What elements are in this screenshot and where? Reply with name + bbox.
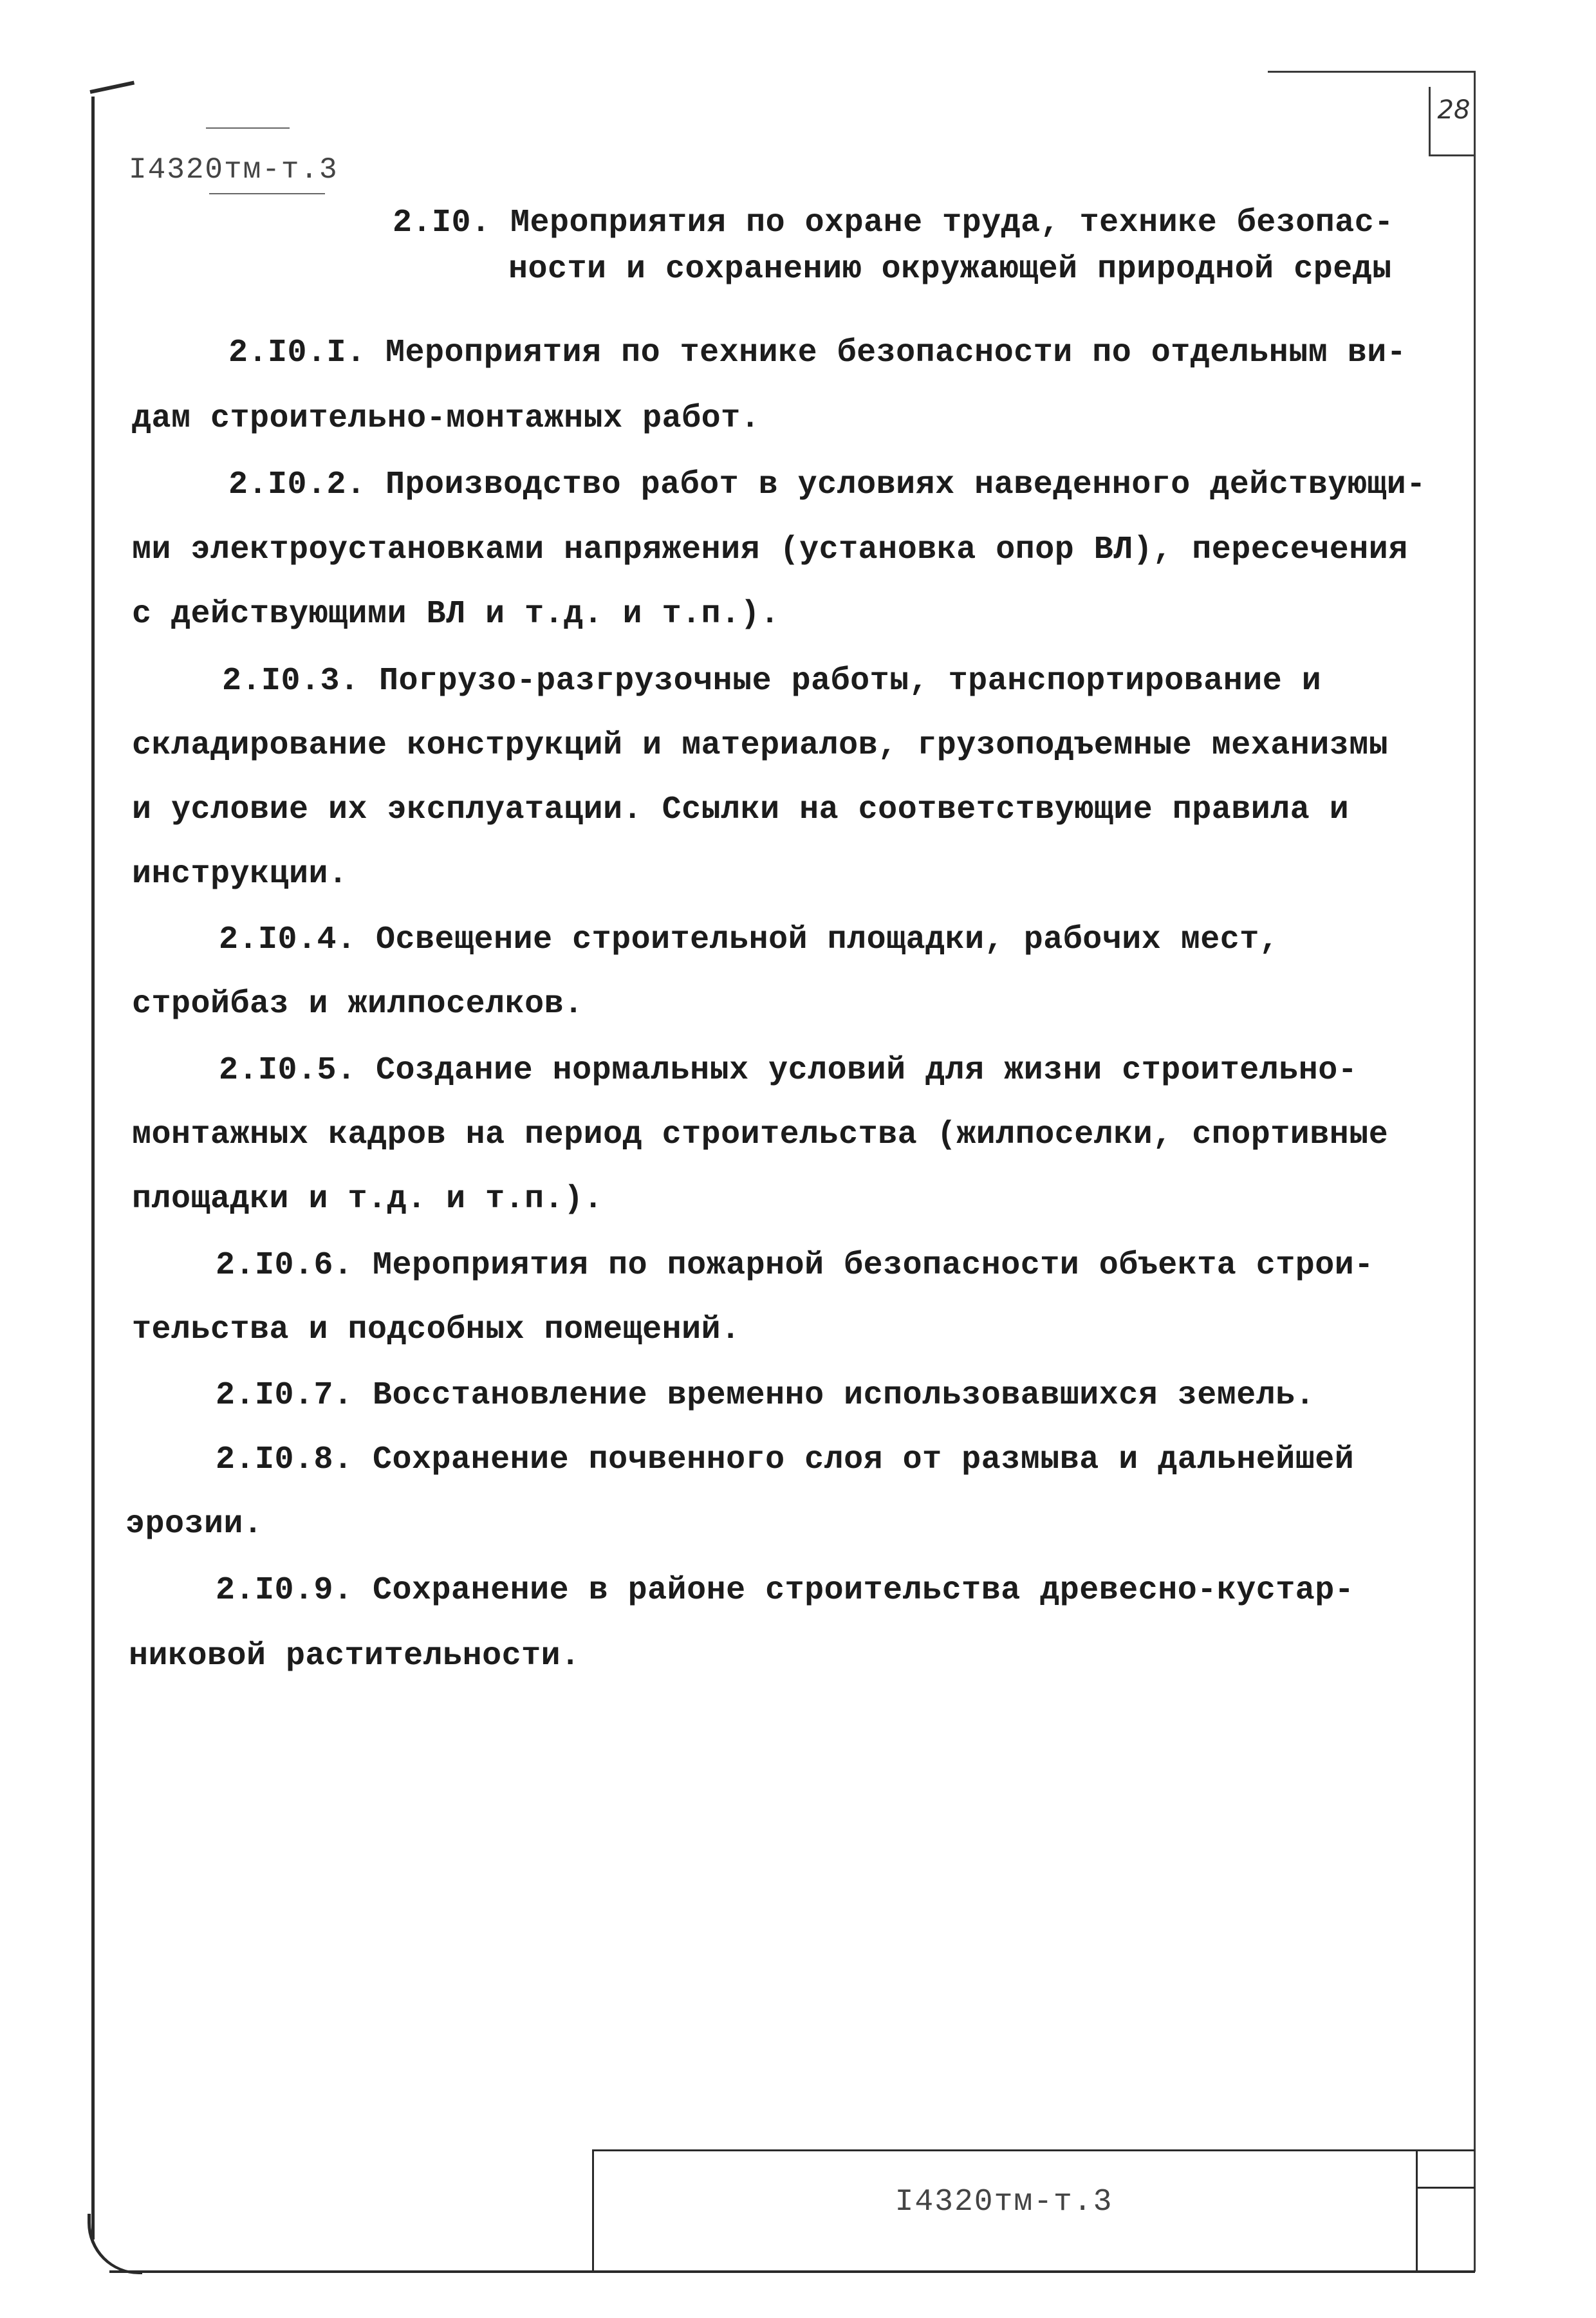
code-underline	[209, 193, 325, 194]
body-line: с действующими ВЛ и т.д. и т.п.).	[132, 596, 780, 633]
code-overline	[206, 127, 290, 129]
title-block-divider	[1416, 2149, 1418, 2272]
body-line: и условие их эксплуатации. Ссылки на соответствующие правила и	[132, 792, 1350, 828]
body-line: тельства и подсобных помещений.	[132, 1312, 741, 1348]
frame-bottom-border	[109, 2270, 1475, 2273]
body-line: дам строительно-монтажных работ.	[132, 400, 761, 437]
body-line: ми электроустановками напряжения (установка опор ВЛ), пересечения	[132, 532, 1408, 568]
body-line: 2.I0.9. Сохранение в районе строительства древесно-кустар-	[216, 1572, 1355, 1609]
body-line: монтажных кадров на период строительства (жилпоселки, спортивные	[132, 1117, 1389, 1153]
body-line: инструкции.	[132, 856, 348, 893]
page-number: 28	[1437, 95, 1471, 125]
body-line: эрозии.	[125, 1506, 263, 1543]
section-title-line-2: ности и сохранению окружающей природной среды	[508, 251, 1392, 288]
frame-left-border	[91, 97, 95, 2239]
body-line: складирование конструкций и материалов, грузоподъемные механизмы	[132, 727, 1389, 764]
body-line: стройбаз и жилпоселков.	[132, 986, 584, 1023]
body-line: 2.I0.I. Мероприятия по технике безопасности по отдельным ви-	[228, 335, 1407, 371]
frame-bottom-corner	[88, 2214, 142, 2274]
frame-right-border	[1474, 71, 1476, 2272]
body-line: 2.I0.6. Мероприятия по пожарной безопасности объекта строи-	[216, 1247, 1374, 1284]
body-line: 2.I0.3. Погрузо-разгрузочные работы, транспортирование и	[222, 663, 1322, 700]
title-block-top	[592, 2149, 1475, 2151]
body-line: 2.I0.2. Производство работ в условиях наведенного действующи-	[228, 467, 1426, 503]
frame-corner-mark	[89, 81, 135, 94]
body-line: никовой растительности.	[129, 1638, 580, 1674]
page-number-box-top	[1268, 71, 1475, 73]
body-line: 2.I0.8. Сохранение почвенного слоя от размыва и дальнейшей	[216, 1442, 1355, 1478]
body-line: площадки и т.д. и т.п.).	[132, 1181, 604, 1218]
document-code-top: I4320тм-т.3	[129, 153, 339, 187]
section-title-line-1: 2.I0. Мероприятия по охране труда, технике безопас-	[393, 205, 1394, 241]
document-code-bottom: I4320тм-т.3	[895, 2185, 1113, 2220]
body-line: 2.I0.4. Освещение строительной площадки, рабочих мест,	[219, 922, 1279, 958]
title-block-sheet-line	[1416, 2187, 1475, 2189]
body-line: 2.I0.5. Создание нормальных условий для жизни строительно-	[219, 1052, 1358, 1089]
body-line: 2.I0.7. Восстановление временно использовавшихся земель.	[216, 1377, 1315, 1414]
